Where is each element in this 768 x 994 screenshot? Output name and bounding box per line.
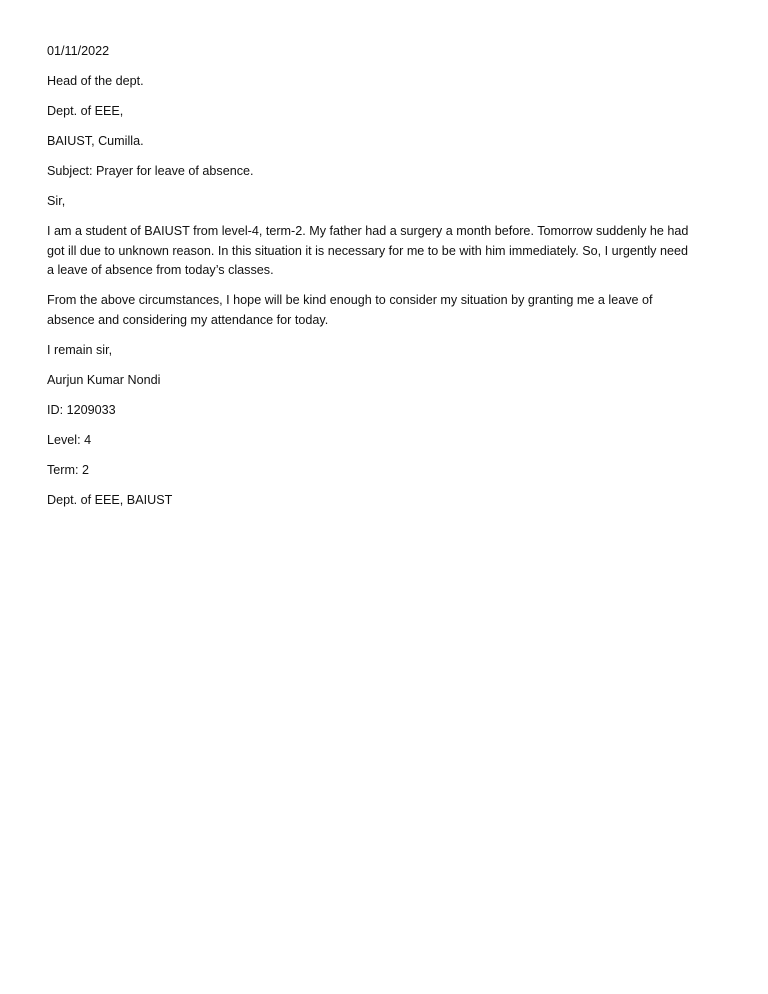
body-paragraph-1-line-2: got ill due to unknown reason. In this situation it is necessary for me to be with him immediately. So, I urgently need xyxy=(47,243,688,258)
body-paragraph-1-line-3: a leave of absence from today’s classes. xyxy=(47,263,274,277)
body-paragraph-1 xyxy=(47,222,727,281)
body-paragraph-1-line-1: I am a student of BAIUST from level-4, term-2. My father had a surgery a month before. Tomorrow suddenly he had xyxy=(47,224,689,238)
recipient-title: Head of the dept. xyxy=(47,74,144,88)
body-paragraph-2-line-2: absence and considering my attendance for today. xyxy=(47,312,329,327)
recipient-institution: BAIUST, Cumilla. xyxy=(47,134,144,148)
letter-date: 01/11/2022 xyxy=(47,44,110,58)
letter-closing: I remain sir, xyxy=(47,342,113,357)
sender-level: Level: 4 xyxy=(47,432,92,447)
body-paragraph-2 xyxy=(47,291,727,330)
sender-department: Dept. of EEE, BAIUST xyxy=(47,492,173,507)
body-paragraph-2-line-1: From the above circumstances, I hope will be kind enough to consider my situation by granting me a leave of xyxy=(47,293,653,307)
sender-name: Aurjun Kumar Nondi xyxy=(47,372,161,387)
letter-subject: Subject: Prayer for leave of absence. xyxy=(47,164,254,178)
recipient-department: Dept. of EEE, xyxy=(47,104,124,118)
letter-salutation: Sir, xyxy=(47,194,66,208)
letter-page xyxy=(47,42,727,521)
sender-id: ID: 1209033 xyxy=(47,402,116,417)
sender-term: Term: 2 xyxy=(47,462,89,477)
